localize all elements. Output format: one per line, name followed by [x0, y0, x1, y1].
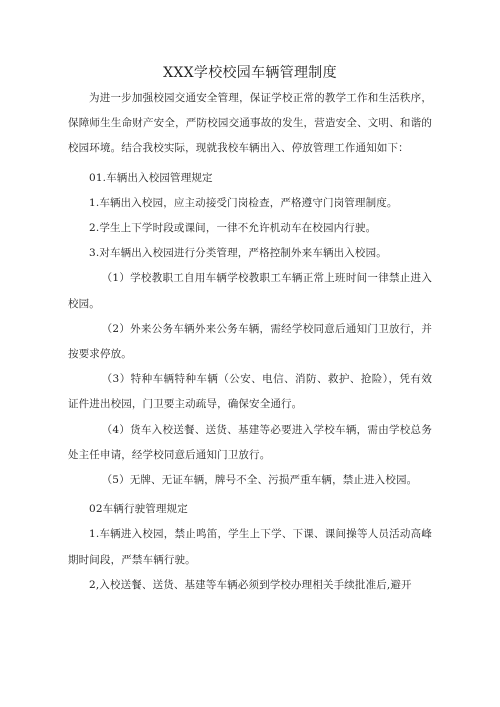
rule-2-1: 1.车辆进入校园，禁止鸣笛，学生上下学、下课、课间操等人员活动高峰期时间段，严禁车辆行驶。	[68, 528, 432, 566]
rule-2-2: 2,入校送餐、送货、基建等车辆必须到学校办理相关手续批准后,避开	[89, 578, 412, 591]
subrule-4: （4）货车入校送餐、送货、基建等必要进入学校车辆，需由学校总务处主任申请，经学校同意后通知门卫放行。	[68, 423, 432, 461]
section-heading-2: 02车辆行驶管理规定	[89, 503, 188, 516]
rule-1-1: 1.车辆出入校园，应主动接受门岗检查，严格遵守门岗管理制度。	[89, 196, 398, 209]
subrule-5: （5）无牌、无证车辆，牌号不全、污损严重车辆，禁止进入校园。	[101, 474, 418, 487]
rule-1-2: 2.学生上下学时段或课间，一律不允许机动车在校园内行驶。	[89, 222, 377, 235]
document-title: XXX学校校园车辆管理制度	[163, 65, 337, 81]
rule-1-3: 3.对车辆出入校园进行分类管理，严格控制外来车辆出入校园。	[89, 247, 387, 260]
subrule-3: （3）特种车辆特种车辆（公安、电信、消防、救护、抢险），凭有效证件进出校园，门卫要主动疏导，确保安全通行。	[68, 373, 432, 411]
subrule-1: （1）学校教职工自用车辆学校教职工车辆正常上班时间一律禁止进入校园。	[68, 272, 432, 310]
section-heading-1: 01.车辆出入校园管理规定	[89, 171, 213, 184]
subrule-2: （2）外来公务车辆外来公务车辆，需经学校同意后通知门卫放行，并按要求停放。	[68, 322, 432, 361]
document-body	[68, 86, 432, 598]
intro-paragraph: 为进一步加强校园交通安全管理，保证学校正常的教学工作和生活秩序，保障师生生命财产安全，严防校园交通事故的发生，营造安全、文明、和谐的校园环境。结合我校实际，现就我校车辆出入、停放管理工作通知如下：	[68, 92, 432, 155]
